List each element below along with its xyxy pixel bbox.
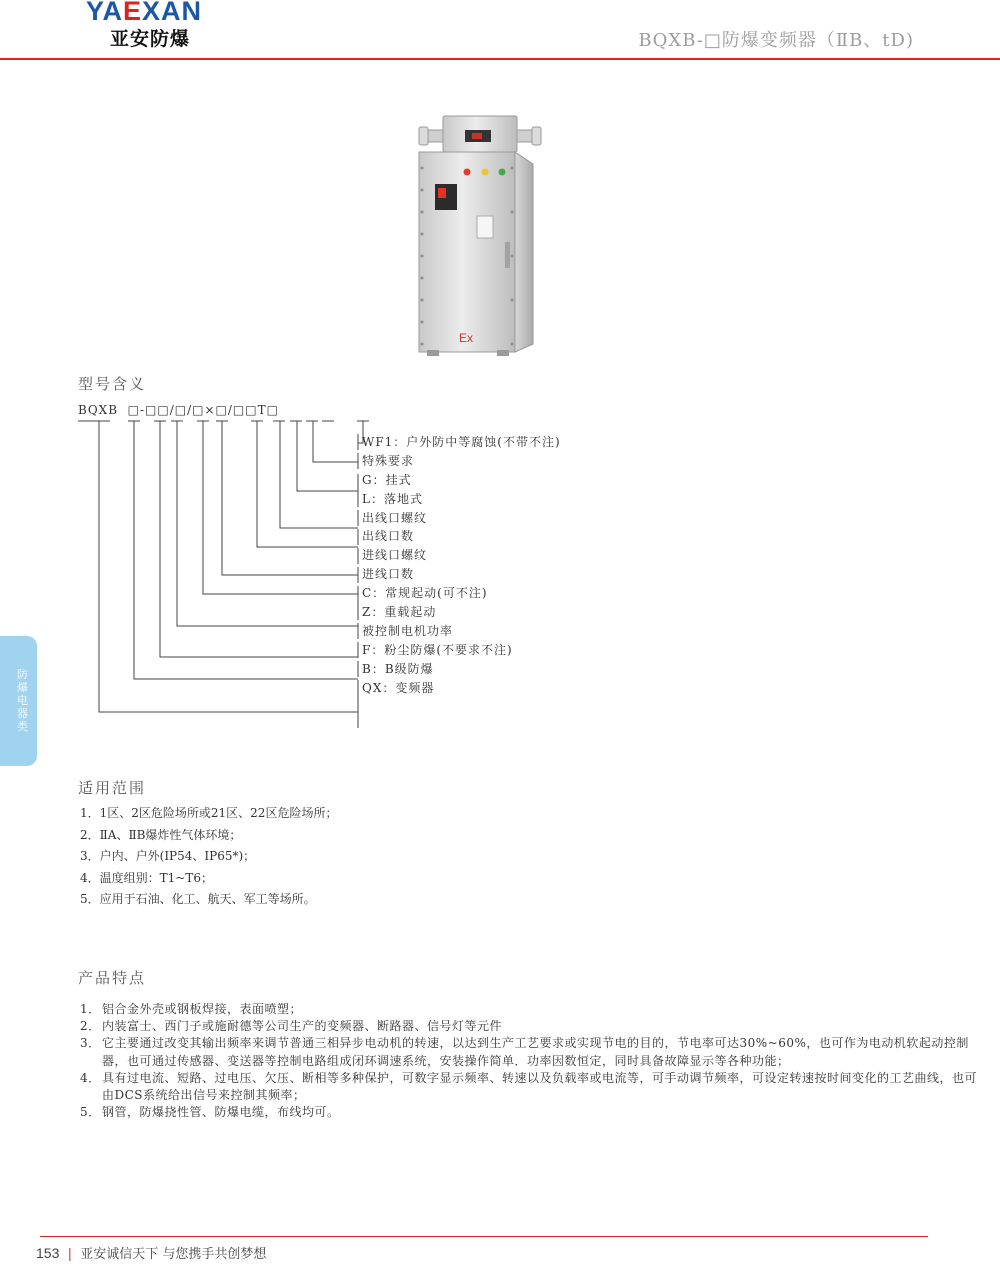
legend-item: 被控制电机功率: [362, 623, 454, 638]
legend-item: 进线口螺纹: [362, 548, 428, 563]
legend-item: 出线口数: [362, 529, 415, 544]
brand-logo-cn: 亚安防爆: [110, 28, 191, 50]
page-title: BQXB-□防爆变频器（ⅡB、tD): [638, 30, 914, 51]
list-item: 4．具有过电流、短路、过电压、欠压、断相等多种保护，可数字显示频率、转速以及负载率或电流等，可手动调节频率，可设定转速按时间变化的工艺曲线，也可由DCS系统给出信号来控制其频率；: [80, 1070, 978, 1103]
list-item: 1．铝合金外壳或钢板焊接，表面喷塑；: [80, 1002, 303, 1016]
footer: [36, 1243, 266, 1262]
brand-logo-en: YAEXAN: [86, 0, 203, 26]
model-heading: 型号含义: [78, 375, 147, 393]
legend-item: QX：变频器: [362, 680, 435, 695]
list-item: 3．户内、户外(IP54、IP65*)；: [80, 849, 256, 863]
legend-item: G：挂式: [362, 472, 412, 487]
footer-separator: |: [67, 1247, 73, 1262]
legend-item: 进线口数: [362, 567, 415, 582]
legend-item: F：粉尘防爆(不要求不注): [362, 642, 513, 657]
model-code: BQXB □-□□/□/□×□/□□T□: [78, 403, 279, 417]
legend-item: B：B级防爆: [362, 661, 434, 676]
ex-mark: Ex: [459, 331, 474, 345]
list-item: 2．ⅡA、ⅡB爆炸性气体环境；: [80, 827, 242, 842]
legend-item: WF1：户外防中等腐蚀(不带不注): [362, 435, 561, 449]
features-list: [80, 1001, 982, 1121]
applications-heading: 适用范围: [78, 779, 147, 797]
model-legend-list: [362, 433, 561, 697]
page-number: 153: [36, 1245, 60, 1261]
legend-item: 特殊要求: [362, 453, 415, 468]
list-item: 4．温度组别：T1~T6；: [80, 870, 213, 885]
list-item: 1．1区、2区危险场所或21区、22区危险场所；: [80, 806, 338, 820]
footer-divider: [40, 1236, 928, 1237]
legend-item: Z：重载起动: [362, 605, 437, 620]
list-item: 5．钢管，防爆挠性管、防爆电缆，布线均可。: [80, 1105, 340, 1120]
features-heading: 产品特点: [78, 969, 147, 987]
legend-item: 出线口螺纹: [362, 510, 428, 525]
legend-item: L：落地式: [362, 491, 423, 506]
list-item: 3．它主要通过改变其输出频率来调节普通三相异步电动机的转速，以达到生产工艺要求或实现节电的目的，节电率可达30%~60%，也可作为电动机软起动控制器，也可通过传感器、变送器等控制电路组成闭环调速系统，安装操作简单．功率因数恒定，同时具备故障显示等各种功能；: [80, 1036, 969, 1068]
category-tab-label: 防爆电器类: [17, 668, 28, 733]
applications-list: [80, 803, 337, 911]
list-item: 5．应用于石油、化工、航天、军工等场所。: [80, 892, 316, 906]
list-item: 2．内装富士、西门子或施耐德等公司生产的变频器、断路器、信号灯等元件: [80, 1019, 503, 1034]
footer-slogan: 亚安诚信天下 与您携手共创梦想: [80, 1247, 267, 1262]
legend-item: C：常规起动(可不注): [362, 586, 488, 601]
